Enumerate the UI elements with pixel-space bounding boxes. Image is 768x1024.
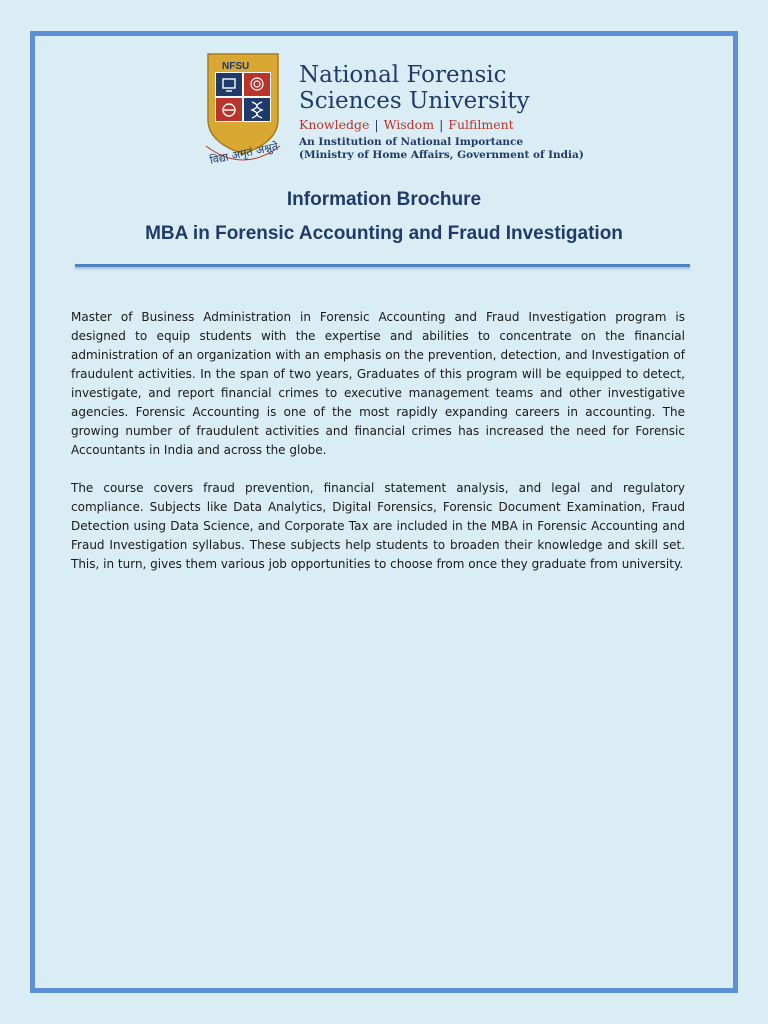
paragraph-program-overview: Master of Business Administration in Forensic Accounting and Fraud Investigation program is designed to equip students with the expertise and abilities to concentrate on the financial administration of an organization with an emphasis on the prevention, detection, and Investigation of fraudulent activities. In the span of two years, Graduates of this program will be equipped to detect, investigate, and report financial crimes to executive management teams and other investigative agencies. Forensic Accounting is one of the most rapidly expanding careers in accounting. The growing number of fraudulent activities and financial crimes has increased the need for Forensic Accountants in India and across the globe.: [71, 310, 685, 457]
institution-ministry: (Ministry of Home Affairs, Government of India): [299, 149, 584, 161]
tagline-wisdom: Wisdom: [383, 117, 435, 132]
university-name-line2: Sciences University: [299, 88, 530, 114]
university-name-line1: National Forensic: [299, 62, 507, 88]
title-divider: [75, 264, 690, 267]
program-title: MBA in Forensic Accounting and Fraud Investigation: [145, 223, 623, 244]
tagline-separator: |: [439, 117, 444, 132]
paragraph-course-content: The course covers fraud prevention, financial statement analysis, and legal and regulatory compliance. Subjects like Data Analytics, Digital Forensics, Forensic Document Examination, Fraud Detection using Data Science, and Corporate Tax are included in the MBA in Forensic Accounting and Fraud Investigation syllabus. These subjects help students to broaden their knowledge and skill set. This, in turn, gives them various job opportunities to choose from once they graduate from university.: [71, 481, 685, 571]
institution-status: An Institution of National Importance: [299, 136, 524, 148]
crest-abbreviation: NFSU: [222, 61, 250, 72]
crest-motto: विद्या अमृतं अश्नुते: [208, 139, 280, 168]
tagline-knowledge: Knowledge: [299, 117, 370, 132]
tagline-separator: |: [374, 117, 379, 132]
university-header: [204, 50, 604, 170]
university-name: [299, 62, 530, 114]
brochure-title: Information Brochure: [286, 189, 482, 210]
tagline-fulfilment: Fulfilment: [448, 117, 514, 132]
university-tagline: [299, 117, 514, 132]
brochure-body: [71, 308, 685, 593]
